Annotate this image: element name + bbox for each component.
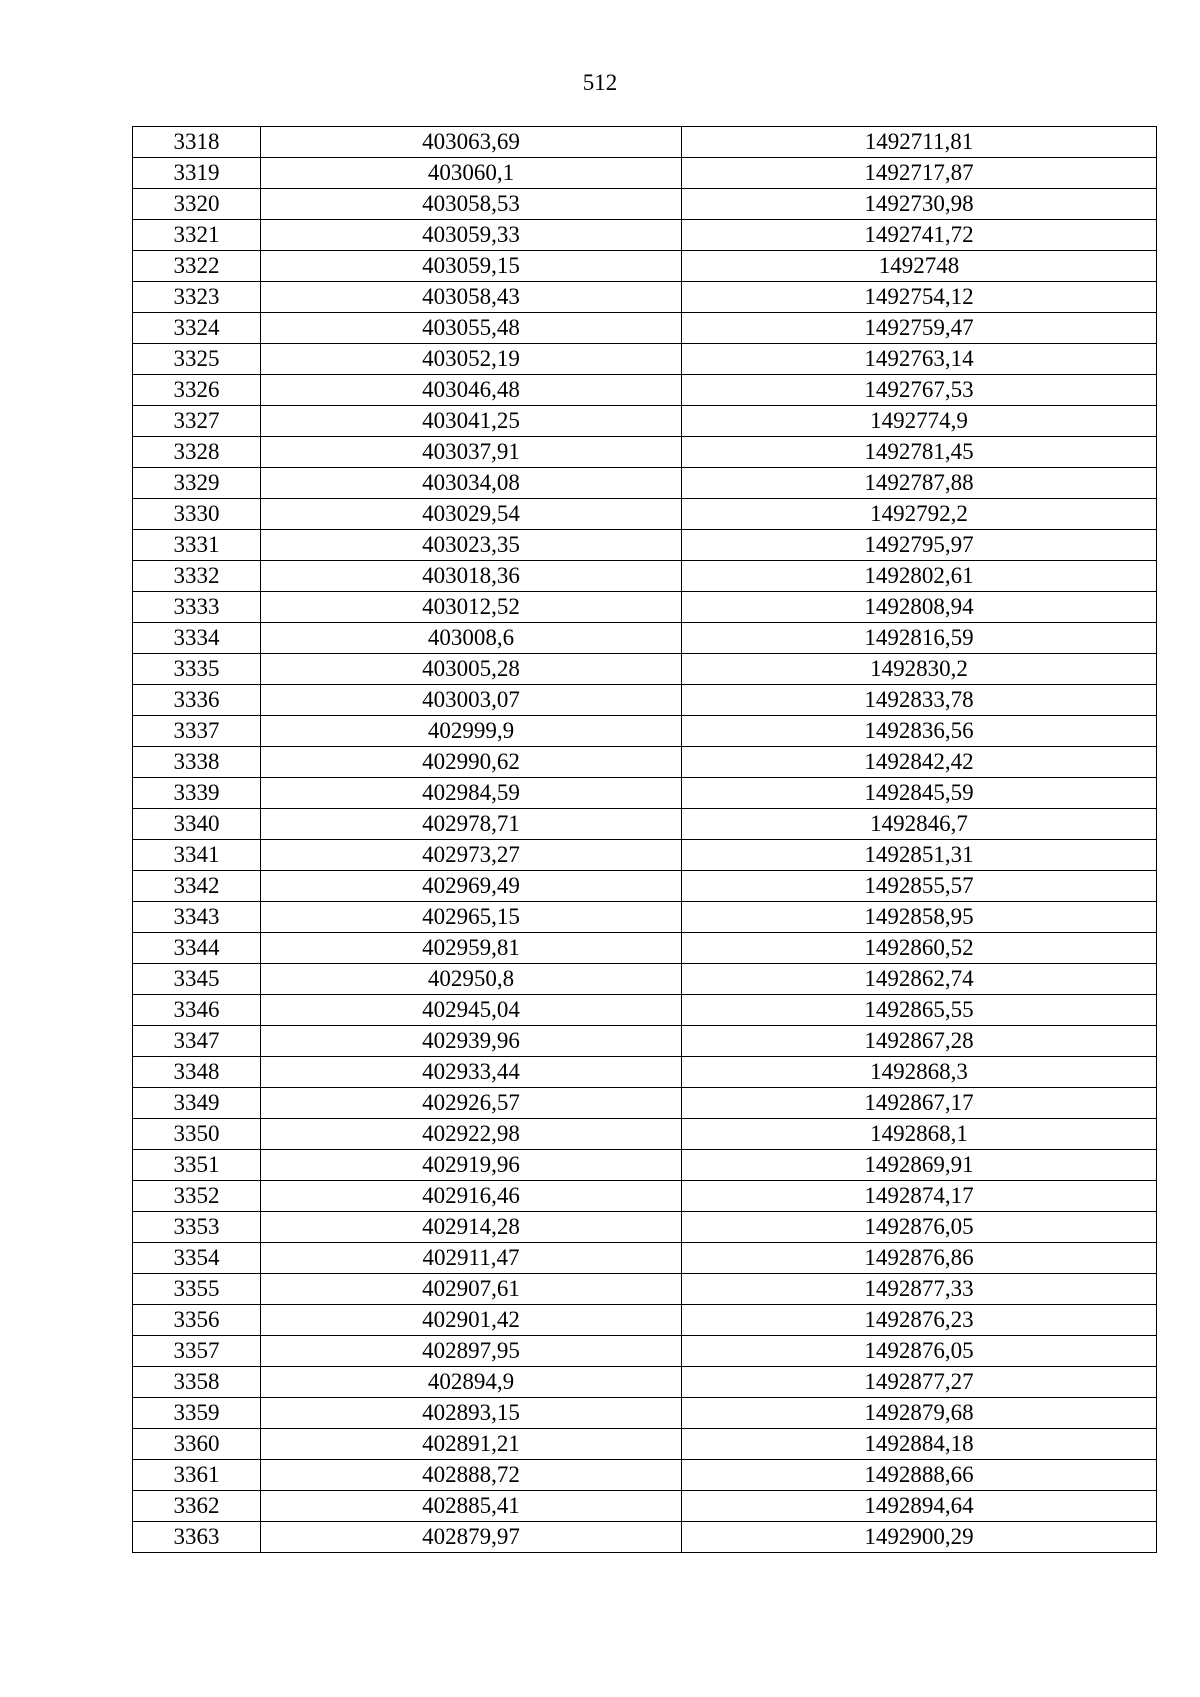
point-number-cell: 3349 xyxy=(133,1088,261,1119)
table-row xyxy=(133,344,1157,375)
x-coordinate-cell: 402939,96 xyxy=(261,1026,682,1057)
table-row xyxy=(133,468,1157,499)
table-row xyxy=(133,127,1157,158)
y-coordinate-cell: 1492717,87 xyxy=(682,158,1157,189)
y-coordinate-cell: 1492860,52 xyxy=(682,933,1157,964)
y-coordinate-cell: 1492787,88 xyxy=(682,468,1157,499)
point-number-cell: 3338 xyxy=(133,747,261,778)
point-number-cell: 3324 xyxy=(133,313,261,344)
coordinates-table xyxy=(132,126,1157,1553)
point-number-cell: 3345 xyxy=(133,964,261,995)
point-number-cell: 3350 xyxy=(133,1119,261,1150)
table-row xyxy=(133,902,1157,933)
x-coordinate-cell: 402914,28 xyxy=(261,1212,682,1243)
x-coordinate-cell: 403058,53 xyxy=(261,189,682,220)
y-coordinate-cell: 1492865,55 xyxy=(682,995,1157,1026)
x-coordinate-cell: 403052,19 xyxy=(261,344,682,375)
y-coordinate-cell: 1492894,64 xyxy=(682,1491,1157,1522)
table-row xyxy=(133,1336,1157,1367)
x-coordinate-cell: 402907,61 xyxy=(261,1274,682,1305)
table-row xyxy=(133,964,1157,995)
point-number-cell: 3328 xyxy=(133,437,261,468)
y-coordinate-cell: 1492858,95 xyxy=(682,902,1157,933)
table-row xyxy=(133,716,1157,747)
y-coordinate-cell: 1492730,98 xyxy=(682,189,1157,220)
x-coordinate-cell: 403018,36 xyxy=(261,561,682,592)
point-number-cell: 3352 xyxy=(133,1181,261,1212)
point-number-cell: 3347 xyxy=(133,1026,261,1057)
x-coordinate-cell: 402973,27 xyxy=(261,840,682,871)
table-row xyxy=(133,1398,1157,1429)
x-coordinate-cell: 402978,71 xyxy=(261,809,682,840)
x-coordinate-cell: 403063,69 xyxy=(261,127,682,158)
y-coordinate-cell: 1492855,57 xyxy=(682,871,1157,902)
y-coordinate-cell: 1492846,7 xyxy=(682,809,1157,840)
point-number-cell: 3335 xyxy=(133,654,261,685)
point-number-cell: 3359 xyxy=(133,1398,261,1429)
y-coordinate-cell: 1492869,91 xyxy=(682,1150,1157,1181)
table-row xyxy=(133,1305,1157,1336)
y-coordinate-cell: 1492792,2 xyxy=(682,499,1157,530)
y-coordinate-cell: 1492868,1 xyxy=(682,1119,1157,1150)
table-row xyxy=(133,1367,1157,1398)
x-coordinate-cell: 402893,15 xyxy=(261,1398,682,1429)
point-number-cell: 3361 xyxy=(133,1460,261,1491)
table-row xyxy=(133,1150,1157,1181)
point-number-cell: 3346 xyxy=(133,995,261,1026)
point-number-cell: 3362 xyxy=(133,1491,261,1522)
table-row xyxy=(133,158,1157,189)
coordinates-table-body xyxy=(133,127,1157,1553)
point-number-cell: 3325 xyxy=(133,344,261,375)
x-coordinate-cell: 402933,44 xyxy=(261,1057,682,1088)
y-coordinate-cell: 1492836,56 xyxy=(682,716,1157,747)
table-row xyxy=(133,685,1157,716)
table-row xyxy=(133,406,1157,437)
x-coordinate-cell: 402950,8 xyxy=(261,964,682,995)
x-coordinate-cell: 403041,25 xyxy=(261,406,682,437)
x-coordinate-cell: 402911,47 xyxy=(261,1243,682,1274)
point-number-cell: 3357 xyxy=(133,1336,261,1367)
y-coordinate-cell: 1492781,45 xyxy=(682,437,1157,468)
x-coordinate-cell: 402965,15 xyxy=(261,902,682,933)
point-number-cell: 3321 xyxy=(133,220,261,251)
table-row xyxy=(133,499,1157,530)
x-coordinate-cell: 402891,21 xyxy=(261,1429,682,1460)
y-coordinate-cell: 1492879,68 xyxy=(682,1398,1157,1429)
x-coordinate-cell: 402922,98 xyxy=(261,1119,682,1150)
table-row xyxy=(133,189,1157,220)
page-number: 512 xyxy=(582,70,618,95)
x-coordinate-cell: 403029,54 xyxy=(261,499,682,530)
point-number-cell: 3356 xyxy=(133,1305,261,1336)
y-coordinate-cell: 1492900,29 xyxy=(682,1522,1157,1553)
point-number-cell: 3363 xyxy=(133,1522,261,1553)
point-number-cell: 3348 xyxy=(133,1057,261,1088)
point-number-cell: 3354 xyxy=(133,1243,261,1274)
x-coordinate-cell: 402999,9 xyxy=(261,716,682,747)
y-coordinate-cell: 1492867,17 xyxy=(682,1088,1157,1119)
x-coordinate-cell: 402879,97 xyxy=(261,1522,682,1553)
table-row xyxy=(133,1181,1157,1212)
point-number-cell: 3337 xyxy=(133,716,261,747)
table-row xyxy=(133,251,1157,282)
table-row xyxy=(133,1274,1157,1305)
x-coordinate-cell: 402990,62 xyxy=(261,747,682,778)
table-row xyxy=(133,282,1157,313)
x-coordinate-cell: 402984,59 xyxy=(261,778,682,809)
table-row xyxy=(133,840,1157,871)
y-coordinate-cell: 1492833,78 xyxy=(682,685,1157,716)
point-number-cell: 3340 xyxy=(133,809,261,840)
x-coordinate-cell: 403060,1 xyxy=(261,158,682,189)
point-number-cell: 3320 xyxy=(133,189,261,220)
x-coordinate-cell: 403003,07 xyxy=(261,685,682,716)
point-number-cell: 3343 xyxy=(133,902,261,933)
table-row xyxy=(133,1491,1157,1522)
point-number-cell: 3358 xyxy=(133,1367,261,1398)
point-number-cell: 3342 xyxy=(133,871,261,902)
table-row xyxy=(133,1522,1157,1553)
point-number-cell: 3319 xyxy=(133,158,261,189)
x-coordinate-cell: 403059,15 xyxy=(261,251,682,282)
point-number-cell: 3353 xyxy=(133,1212,261,1243)
y-coordinate-cell: 1492767,53 xyxy=(682,375,1157,406)
table-row xyxy=(133,1088,1157,1119)
table-row xyxy=(133,313,1157,344)
y-coordinate-cell: 1492763,14 xyxy=(682,344,1157,375)
y-coordinate-cell: 1492876,86 xyxy=(682,1243,1157,1274)
table-row xyxy=(133,809,1157,840)
table-row xyxy=(133,933,1157,964)
table-row xyxy=(133,1243,1157,1274)
x-coordinate-cell: 402888,72 xyxy=(261,1460,682,1491)
point-number-cell: 3333 xyxy=(133,592,261,623)
x-coordinate-cell: 402926,57 xyxy=(261,1088,682,1119)
y-coordinate-cell: 1492884,18 xyxy=(682,1429,1157,1460)
y-coordinate-cell: 1492874,17 xyxy=(682,1181,1157,1212)
table-row xyxy=(133,220,1157,251)
table-row xyxy=(133,1212,1157,1243)
point-number-cell: 3332 xyxy=(133,561,261,592)
x-coordinate-cell: 402945,04 xyxy=(261,995,682,1026)
x-coordinate-cell: 403046,48 xyxy=(261,375,682,406)
x-coordinate-cell: 402894,9 xyxy=(261,1367,682,1398)
point-number-cell: 3351 xyxy=(133,1150,261,1181)
y-coordinate-cell: 1492795,97 xyxy=(682,530,1157,561)
table-row xyxy=(133,1429,1157,1460)
table-row xyxy=(133,871,1157,902)
y-coordinate-cell: 1492868,3 xyxy=(682,1057,1157,1088)
x-coordinate-cell: 403037,91 xyxy=(261,437,682,468)
x-coordinate-cell: 402916,46 xyxy=(261,1181,682,1212)
x-coordinate-cell: 403034,08 xyxy=(261,468,682,499)
table-row xyxy=(133,1026,1157,1057)
y-coordinate-cell: 1492748 xyxy=(682,251,1157,282)
x-coordinate-cell: 403012,52 xyxy=(261,592,682,623)
table-row xyxy=(133,561,1157,592)
y-coordinate-cell: 1492754,12 xyxy=(682,282,1157,313)
point-number-cell: 3330 xyxy=(133,499,261,530)
y-coordinate-cell: 1492759,47 xyxy=(682,313,1157,344)
y-coordinate-cell: 1492876,05 xyxy=(682,1336,1157,1367)
table-row xyxy=(133,1057,1157,1088)
y-coordinate-cell: 1492711,81 xyxy=(682,127,1157,158)
x-coordinate-cell: 403059,33 xyxy=(261,220,682,251)
point-number-cell: 3322 xyxy=(133,251,261,282)
table-row xyxy=(133,747,1157,778)
y-coordinate-cell: 1492877,33 xyxy=(682,1274,1157,1305)
y-coordinate-cell: 1492774,9 xyxy=(682,406,1157,437)
x-coordinate-cell: 402919,96 xyxy=(261,1150,682,1181)
point-number-cell: 3329 xyxy=(133,468,261,499)
x-coordinate-cell: 402897,95 xyxy=(261,1336,682,1367)
table-row xyxy=(133,654,1157,685)
x-coordinate-cell: 402901,42 xyxy=(261,1305,682,1336)
y-coordinate-cell: 1492862,74 xyxy=(682,964,1157,995)
table-row xyxy=(133,592,1157,623)
table-row xyxy=(133,995,1157,1026)
y-coordinate-cell: 1492802,61 xyxy=(682,561,1157,592)
point-number-cell: 3327 xyxy=(133,406,261,437)
y-coordinate-cell: 1492808,94 xyxy=(682,592,1157,623)
table-row xyxy=(133,530,1157,561)
y-coordinate-cell: 1492876,05 xyxy=(682,1212,1157,1243)
point-number-cell: 3336 xyxy=(133,685,261,716)
y-coordinate-cell: 1492842,42 xyxy=(682,747,1157,778)
x-coordinate-cell: 403058,43 xyxy=(261,282,682,313)
point-number-cell: 3341 xyxy=(133,840,261,871)
point-number-cell: 3344 xyxy=(133,933,261,964)
x-coordinate-cell: 402969,49 xyxy=(261,871,682,902)
y-coordinate-cell: 1492830,2 xyxy=(682,654,1157,685)
x-coordinate-cell: 402885,41 xyxy=(261,1491,682,1522)
y-coordinate-cell: 1492816,59 xyxy=(682,623,1157,654)
point-number-cell: 3339 xyxy=(133,778,261,809)
table-row xyxy=(133,437,1157,468)
point-number-cell: 3334 xyxy=(133,623,261,654)
y-coordinate-cell: 1492867,28 xyxy=(682,1026,1157,1057)
x-coordinate-cell: 403008,6 xyxy=(261,623,682,654)
x-coordinate-cell: 403005,28 xyxy=(261,654,682,685)
y-coordinate-cell: 1492845,59 xyxy=(682,778,1157,809)
point-number-cell: 3318 xyxy=(133,127,261,158)
table-row xyxy=(133,623,1157,654)
table-row xyxy=(133,1119,1157,1150)
point-number-cell: 3326 xyxy=(133,375,261,406)
point-number-cell: 3323 xyxy=(133,282,261,313)
y-coordinate-cell: 1492877,27 xyxy=(682,1367,1157,1398)
point-number-cell: 3360 xyxy=(133,1429,261,1460)
y-coordinate-cell: 1492888,66 xyxy=(682,1460,1157,1491)
table-row xyxy=(133,778,1157,809)
table-row xyxy=(133,375,1157,406)
point-number-cell: 3331 xyxy=(133,530,261,561)
x-coordinate-cell: 402959,81 xyxy=(261,933,682,964)
point-number-cell: 3355 xyxy=(133,1274,261,1305)
y-coordinate-cell: 1492741,72 xyxy=(682,220,1157,251)
table-row xyxy=(133,1460,1157,1491)
y-coordinate-cell: 1492851,31 xyxy=(682,840,1157,871)
x-coordinate-cell: 403023,35 xyxy=(261,530,682,561)
y-coordinate-cell: 1492876,23 xyxy=(682,1305,1157,1336)
x-coordinate-cell: 403055,48 xyxy=(261,313,682,344)
